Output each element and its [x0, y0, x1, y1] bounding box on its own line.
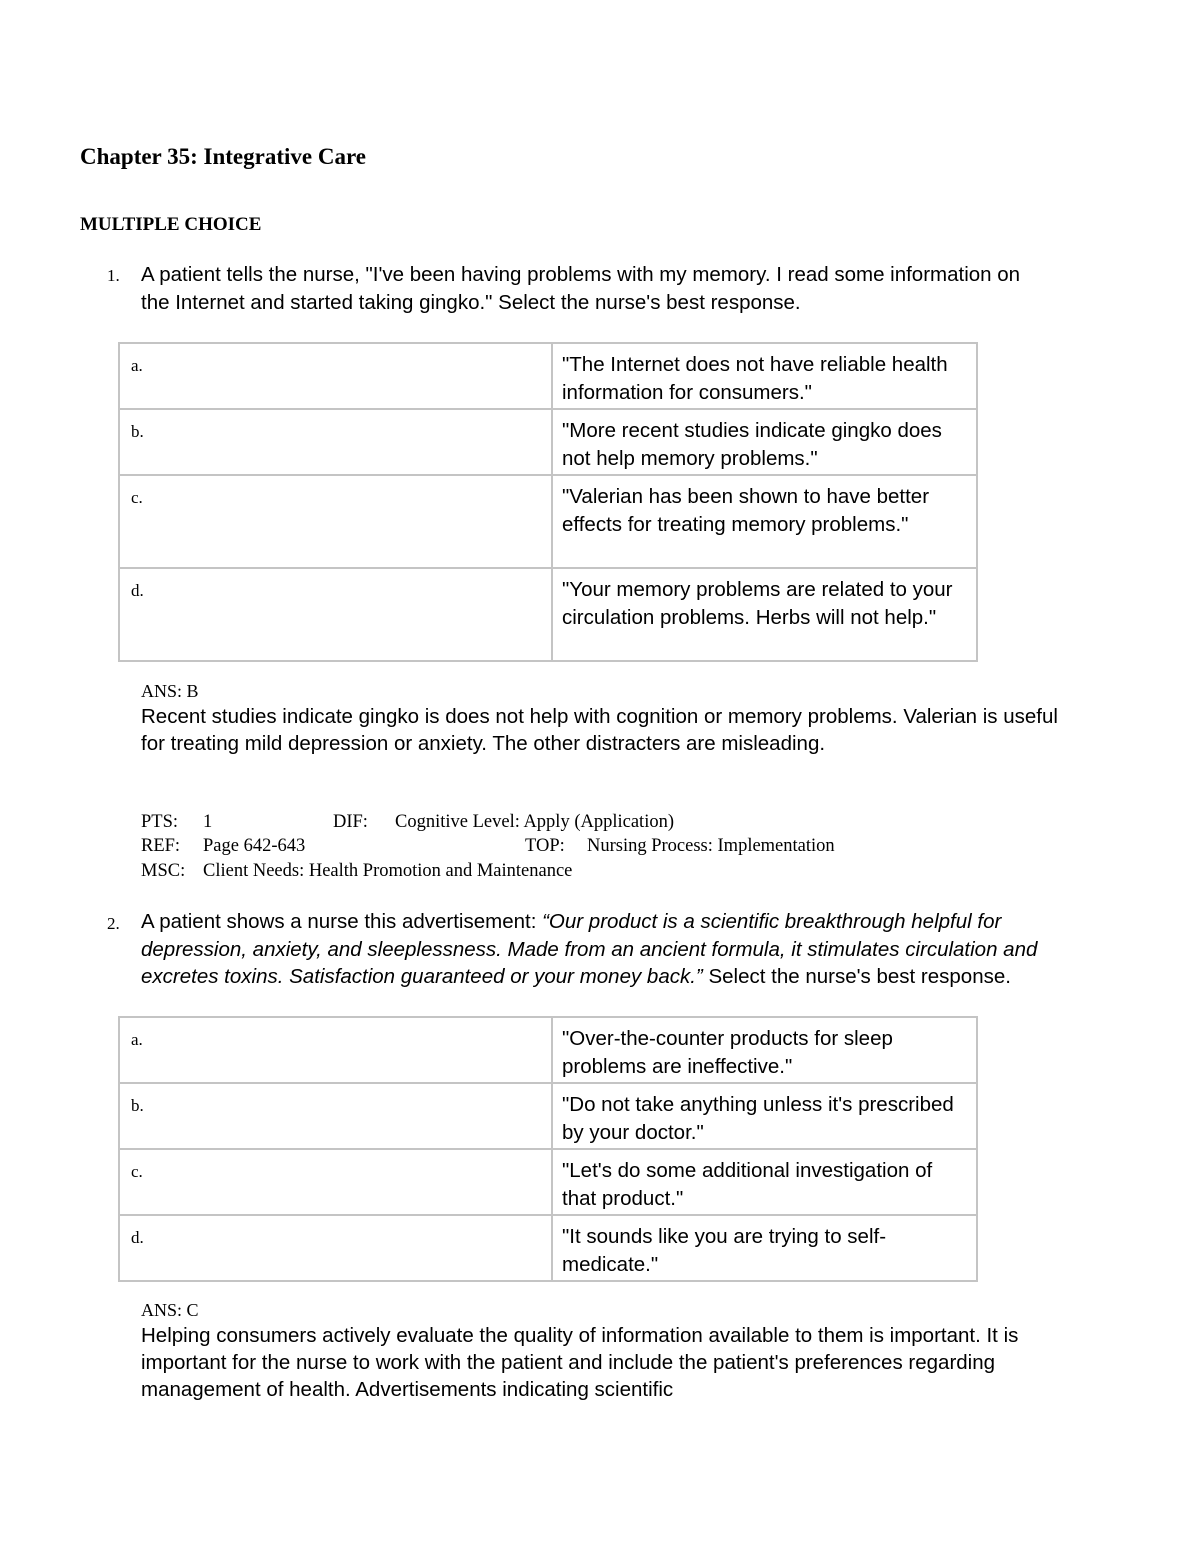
chapter-title: Chapter 35: Integrative Care [80, 144, 366, 169]
msc-value: Client Needs: Health Promotion and Maintenance [203, 861, 573, 881]
option-letter: b. [119, 1083, 552, 1149]
option-row[interactable] [119, 1215, 977, 1281]
option-row[interactable] [119, 475, 977, 568]
stem-lead: A patient shows a nurse this advertisement: [141, 910, 543, 933]
option-letter: b. [119, 409, 552, 475]
option-text: "Over-the-counter products for sleep problems are ineffective." [552, 1017, 977, 1083]
answer-label: ANS: C [141, 1300, 199, 1320]
pts-label: PTS: [141, 812, 179, 832]
dif-value: Cognitive Level: Apply (Application) [395, 812, 674, 832]
rationale-text: Helping consumers actively evaluate the quality of information available to them is important. It is important for the nurse to work with the patient and include the patient's preferences regarding management of health. Advertisements indicating scientific [141, 1324, 1019, 1401]
question-number: 2. [107, 914, 120, 933]
option-letter: d. [119, 568, 552, 661]
option-row[interactable] [119, 343, 977, 409]
option-text: "It sounds like you are trying to self-medicate." [552, 1215, 977, 1281]
option-letter: a. [119, 343, 552, 409]
top-label: TOP: [525, 836, 565, 856]
question-number: 1. [107, 266, 120, 285]
options-table [118, 1016, 978, 1282]
ref-value: Page 642-643 [203, 836, 306, 856]
msc-label: MSC: [141, 861, 186, 881]
ref-label: REF: [141, 836, 181, 856]
option-text: "Valerian has been shown to have better effects for treating memory problems." [552, 475, 977, 568]
answer-label: ANS: B [141, 681, 199, 701]
option-row[interactable] [119, 1149, 977, 1215]
section-title: MULTIPLE CHOICE [80, 214, 262, 235]
question-stem: A patient tells the nurse, "I've been having problems with my memory. I read some information on the Internet and started taking gingko." Select the nurse's best response. [141, 263, 1021, 314]
advertisement-quote: “Our product is a scientific breakthrough helpful for depression, anxiety, and sleeplessness. Made from an ancient formula, it stimulates circulation and excretes toxins. Satisfaction guaranteed or your money back.” [141, 910, 1038, 988]
option-row[interactable] [119, 568, 977, 661]
rationale-text: Recent studies indicate gingko is does not help with cognition or memory problems. Valerian is useful for treating mild depression or anxiety. The other distracters are misleading. [141, 705, 1058, 755]
question-stem [141, 908, 1041, 991]
option-row[interactable] [119, 1083, 977, 1149]
option-row[interactable] [119, 1017, 977, 1083]
option-text: "Let's do some additional investigation of that product." [552, 1149, 977, 1215]
option-letter: a. [119, 1017, 552, 1083]
options-table [118, 342, 978, 662]
top-value: Nursing Process: Implementation [587, 836, 835, 856]
option-letter: c. [119, 1149, 552, 1215]
dif-label: DIF: [333, 812, 368, 832]
option-text: "More recent studies indicate gingko does not help memory problems." [552, 409, 977, 475]
stem-tail: Select the nurse's best response. [702, 965, 1011, 988]
option-row[interactable] [119, 409, 977, 475]
pts-value: 1 [203, 812, 213, 832]
option-text: "Do not take anything unless it's prescribed by your doctor." [552, 1083, 977, 1149]
option-letter: d. [119, 1215, 552, 1281]
option-text: "The Internet does not have reliable health information for consumers." [552, 343, 977, 409]
option-letter: c. [119, 475, 552, 568]
option-text: "Your memory problems are related to your circulation problems. Herbs will not help." [552, 568, 977, 661]
